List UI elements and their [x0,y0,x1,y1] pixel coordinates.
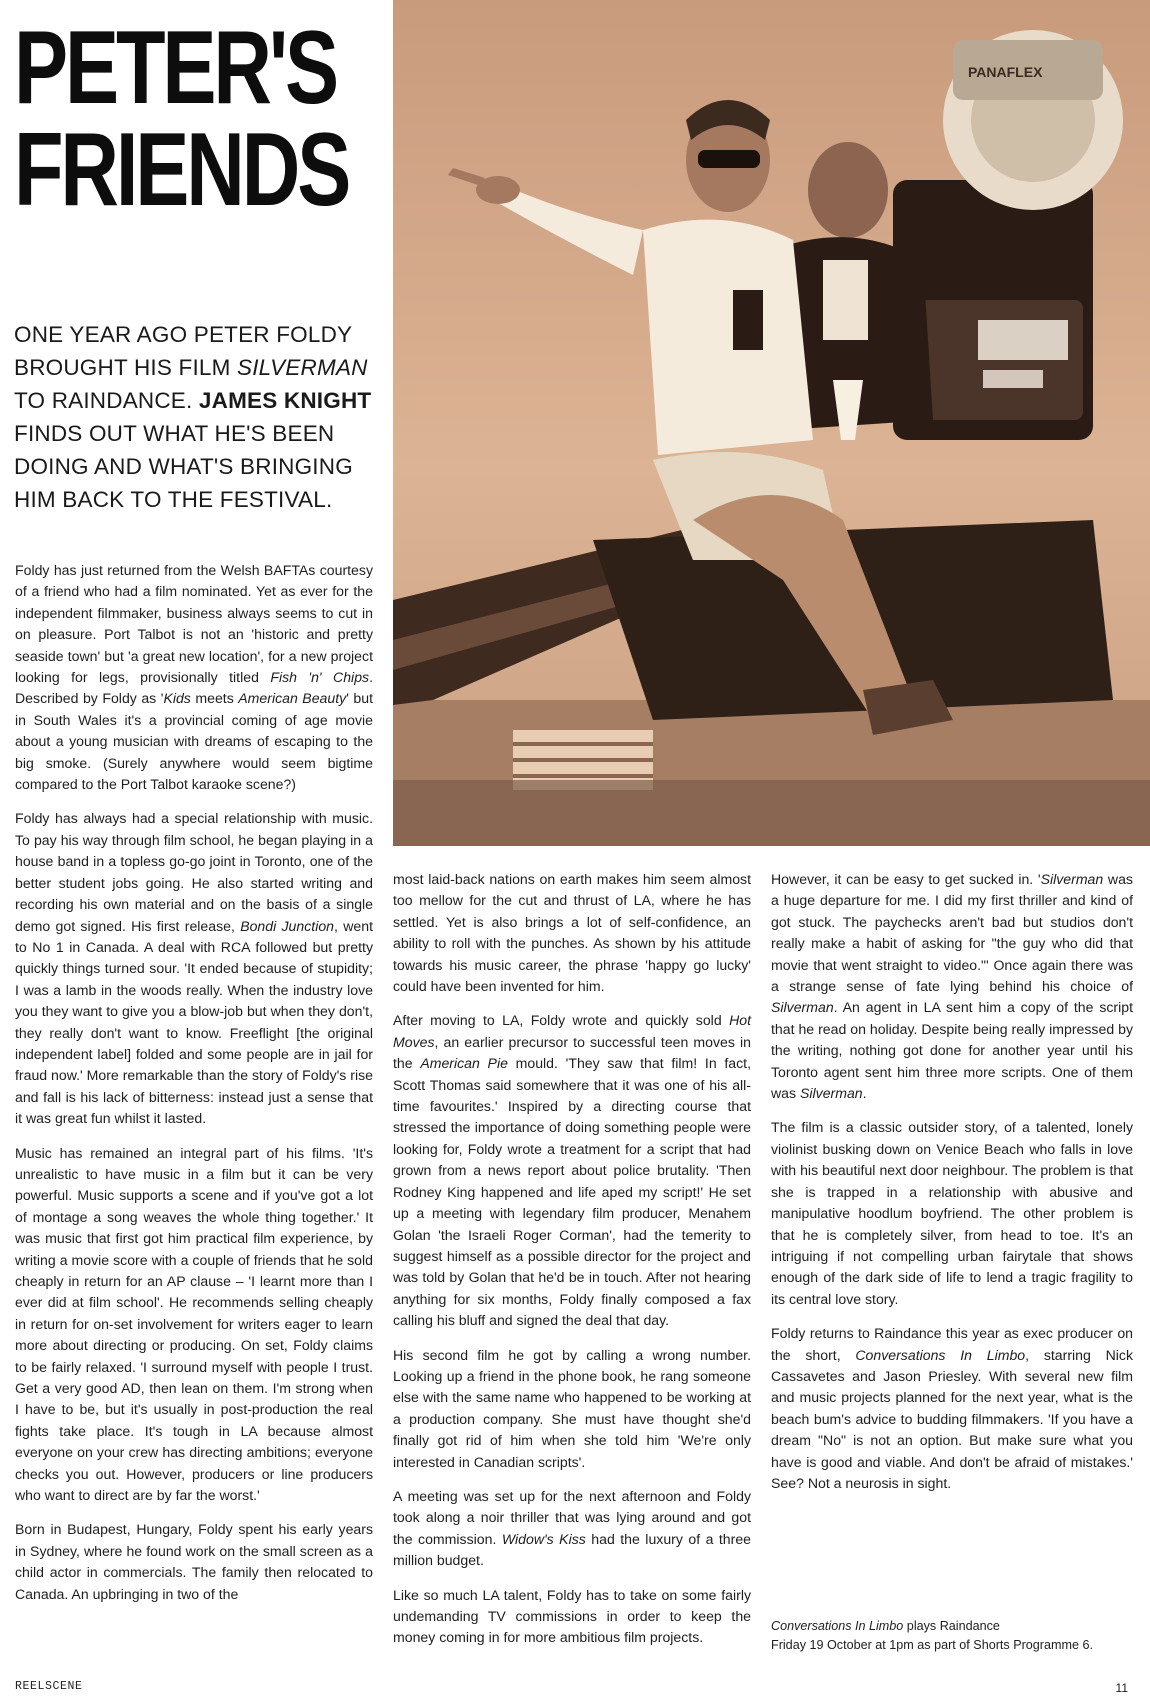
article-column-2 [393,869,751,1662]
feature-photo-illustration [393,0,1150,846]
director-jacket [643,220,813,455]
article-paragraph [15,1519,373,1605]
italic-title: American Beauty [238,690,347,707]
paragraph-text: most laid-back nations on earth makes him seem almost too mellow for the cut and thrust of LA, where he has settled. Yet is also brings a lot of self-confidence, an ability to roll with the punches. As shown by his attitude towards his music career, the phrase 'happy go lucky' could have been invented for him. [393,871,751,995]
article-paragraph [771,1323,1133,1494]
italic-title: Silverman [799,1085,863,1102]
standfirst-author: JAMES KNIGHT [198,388,372,414]
paragraph-text: , an earlier precursor to successful teen moves in the [393,1033,751,1072]
paragraph-text: Like so much LA talent, Foldy has to take on some fairly undemanding TV commissions in order to keep the money coming in for more ambitious film projects. [393,1586,751,1646]
article-column-1 [15,560,373,1618]
italic-title: Conversations In Limbo [855,1346,1026,1363]
paragraph-text: , starring Nick Cassavetes and Jason Priesley. With several new film and music projects planned for the next year, what is the beach bum's advice to budding filmmakers. 'If you have a dream "No" is not an option. But make sure what you have is good and viable. And don't be afraid of mistakes.' See? Not a neurosis in sight. [771,1346,1133,1491]
italic-title: Bondi Junction [240,917,335,934]
italic-title: Silverman [771,999,834,1016]
paragraph-text: . Described by Foldy as ' [15,669,373,707]
article-paragraph [393,1585,751,1649]
paragraph-text: ' but in South Wales it's a provincial coming of age movie about a young musician with dreams of escaping to the big smoke. (Surely anywhere would seem bigtime compared to the Port Talbot karaoke scene?) [15,690,373,793]
headline [14,10,349,228]
paragraph-text: Music has remained an integral part of his films. 'It's unrealistic to have music in a film but it can be very powerful. Music supports a scene and if you've got a lot of montage a song weaves the whole thing together.' It was music that first got him practical film experience, by writing a movie score with a couple of friends that he sold cheaply in return for an AP clause – 'I learnt more than I ever did at film school'. He recommends selling cheaply in return for on-set involvement for writers eager to learn more about directing or producing. On set, Foldy claims to be fairly relaxed. 'I surround myself with people I trust. Get a very good AD, then lean on them. I'm strong when I have to be, but it's usually in post-production the real fights take place. It's tough in LA because almost everyone on your crew has directing ambitions; everyone checks you out. However, producers or line producers who want to direct are by far the worst.' [15,1144,373,1504]
paragraph-text: , went to No 1 in Canada. A deal with RCA followed but pretty quickly things turned sour. 'It ended because of stupidity; I was a lamb in the woods really. When the industry love you they want to give you a blow-job but when they don't, they really don't want to know. Freeflight [the original independent label] folded and some people are in jail for fraud now.' More remarkable than the story of Foldy's rise and fall is his lack of bitterness: instead just a sense that it was great fun whilst it lasted. [15,917,373,1127]
page-number: 11 [1115,1681,1128,1695]
caption-line-1-rest: plays Raindance [903,1619,1000,1633]
article-paragraph [15,808,373,1129]
standfirst-text-2: TO RAINDANCE. [14,388,199,414]
paragraph-text: However, it can be easy to get sucked in. ' [771,871,1041,887]
paragraph-text: Foldy has always had a special relationship with music. To pay his way through film school, he began playing in a house band in a topless go-go joint in Toronto, one of the better student jobs going. He also started writing and recording his own material and on the basis of a single demo got signed. His first release, [15,810,373,934]
paragraph-text: Born in Budapest, Hungary, Foldy spent his early years in Sydney, where he found work on the small screen as a child actor in commercials. The family then relocated to Canada. An upbringing in two of the [15,1521,373,1602]
paragraph-text: meets [190,690,239,707]
article-paragraph [15,1143,373,1507]
italic-title: Widow's Kiss [501,1530,586,1547]
article-paragraph [393,1486,751,1572]
paragraph-text: The film is a classic outsider story, of a talented, lonely violinist busking down on Venice Beach who falls in love with his beautiful next door neighbour. The problem is that she is trapped in a relationship with abusive and manipulative hoodlum boyfriend. The other problem is that he is completely silver, from head to toe. It's an intriguing if not compelling urban fairytale that shows enough of the dark side of life to lend a tragic fragility to its central love story. [771,1119,1133,1307]
article-paragraph [15,560,373,795]
standfirst-film-title: SILVERMAN [237,355,368,381]
paragraph-text: mould. 'They saw that film! In fact, Scott Thomas said somewhere that it was one of his all-time favourites.' Inspired by a directing course that stressed the importance of doing something people were looking for, Foldy wrote a treatment for a script that had grown from a news report about police brutality. 'Then Rodney King happened and life aped my script!' He set up a meeting with legendary film producer, Menahem Golan 'the Israeli Roger Corman', had the temerity to suggest himself as a possible director for the project and was told by Golan that he'd be in touch. After not hearing anything for six months, Foldy finally composed a fax calling his bluff and signed the deal that day. [393,1055,752,1329]
feature-photo [393,0,1150,846]
paragraph-text: Foldy has just returned from the Welsh BAFTAs courtesy of a friend who had a film nominated. Yet as ever for the independent filmmaker, business always seems to cut in on pleasure. Port Talbot is not an 'historic and pretty seaside town' but 'a great new location', for a new project looking for legs, provisionally titled [15,562,373,686]
article-paragraph [393,1010,751,1331]
article-paragraph [393,1345,751,1473]
caption-line-2: Friday 19 October at 1pm as part of Shorts Programme 6. [771,1638,1093,1652]
publication-name: REELSCENE [15,1680,83,1693]
screening-caption [771,1617,1131,1655]
italic-title: Kids [163,690,191,707]
paragraph-text: Foldy returns to Raindance this year as exec producer on the short, [771,1325,1133,1363]
headline-line-2: FRIENDS [14,111,349,228]
caption-film-title: Conversations In Limbo [771,1619,904,1633]
standfirst-text-1: ONE YEAR AGO PETER FOLDY BROUGHT HIS FILM [14,322,352,381]
camera-operator-head [808,142,888,238]
paragraph-text: After moving to LA, Foldy wrote and quickly sold [393,1012,730,1029]
paragraph-text: . [862,1085,867,1102]
camera-label: PANAFLEX [968,64,1043,80]
paragraph-text: had the luxury of a three million budget. [393,1530,751,1569]
paragraph-text: . An agent in LA sent him a copy of the script that he read on holiday. Despite being really impressed by the writing, nothing got done for another year until his Toronto agent sent him three more scripts. One of them was [771,999,1133,1102]
paragraph-text: A meeting was set up for the next afternoon and Foldy took along a noir thriller that was lying around and got the commission. [393,1487,751,1547]
standfirst-text-3: FINDS OUT WHAT HE'S BEEN DOING AND WHAT'S BRINGING HIM BACK TO THE FESTIVAL. [14,421,353,513]
headline-line-1: PETER'S [14,10,337,126]
italic-title: Hot Moves [393,1012,751,1050]
article-paragraph [771,1117,1133,1310]
sunglasses-icon [698,150,760,168]
italic-title: Fish 'n' Chips [270,669,370,686]
article-paragraph [771,869,1133,1104]
italic-title: American Pie [420,1055,508,1072]
italic-title: Silverman [1040,871,1104,887]
article-column-3 [771,869,1133,1507]
caption-line-1 [771,1617,1131,1636]
paragraph-text: was a huge departure for me. I did my first thriller and kind of got stuck. The paychecks aren't bad but studios don't really make a habit of asking for "the guy who did that movie that went straight to video."' Once again there was a strange sense of fate lying behind his choice of [771,871,1133,995]
article-paragraph [393,869,751,997]
paragraph-text: His second film he got by calling a wrong number. Looking up a friend in the phone book, he rang someone else with the same name who happened to be working at a production company. She must have thought she'd finally got rid of him when she told him 'We're only interested in Canadian scripts'. [393,1346,751,1470]
standfirst [14,318,372,516]
